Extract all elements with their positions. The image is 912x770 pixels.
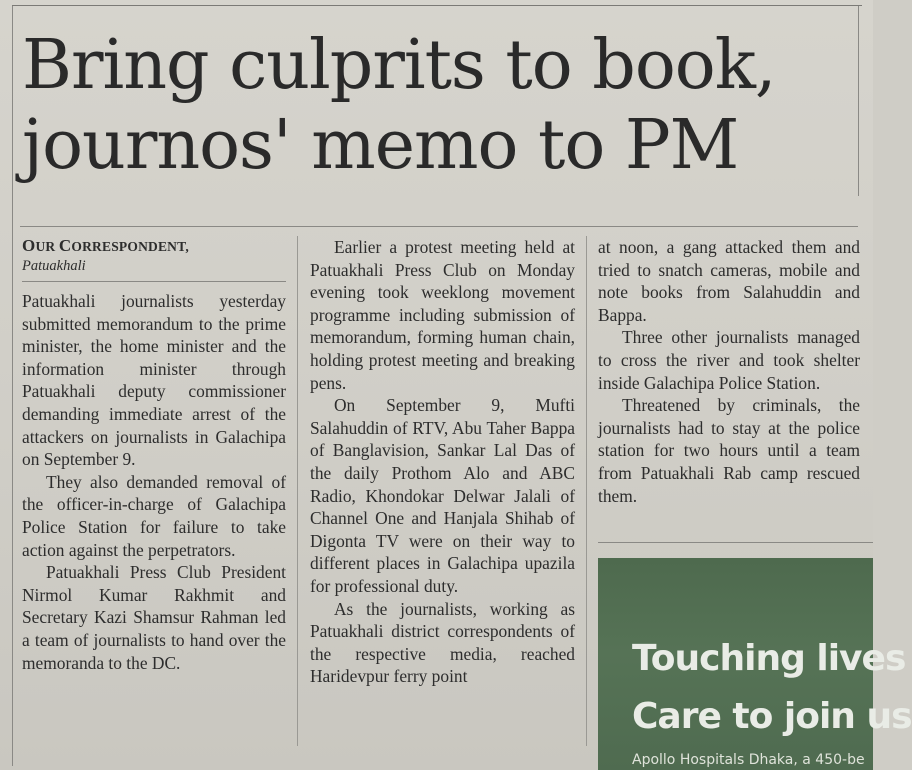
paragraph: Threatened by criminals, the journalists had to stay at the police station for two hours until a team from Patuakhali Rab camp rescued them. [598, 395, 860, 506]
ad-headline-2: Care to join us [632, 696, 912, 737]
ad-headline-1: Touching lives [632, 638, 906, 679]
advertisement [598, 558, 912, 770]
headline [22, 26, 872, 186]
paragraph: Patuakhali journalists yesterday submitted memorandum to the prime minister, the home minister and the information minister through Patuakhali deputy commissioner demanding immediate arrest of the attackers on journalists in Galachipa on September 9. [22, 291, 286, 470]
article-column-3 [598, 236, 860, 507]
headline-rule [20, 226, 858, 227]
dateline: Patuakhali [22, 258, 86, 274]
headline-line-1: Bring culprits to book, [22, 26, 776, 105]
left-rule [12, 6, 13, 766]
advertisement-rule [598, 542, 873, 543]
byline: OUR CORRESPONDENT, [22, 236, 189, 255]
article-column-2 [310, 236, 575, 688]
ad-body-text: Apollo Hospitals Dhaka, a 450-be [632, 752, 865, 768]
paragraph: On September 9, Mufti Salahuddin of RTV, Abu Taher Bappa of Banglavision, Sankar Lal Das of the daily Prothom Alo and ABC Radio, Khondokar Delwar Jalali of Channel One and Hanjala Shihab of Digonta TV were on their way to different places in Galachipa upazila for professional duty. [310, 395, 575, 596]
headline-line-2: journos' memo to PM [22, 106, 739, 185]
paragraph: They also demanded removal of the officer-in-charge of Galachipa Police Station for failure to take action against the perpetrators. [22, 471, 286, 560]
byline-rule [22, 281, 286, 282]
top-rule [12, 5, 862, 6]
column-divider [586, 236, 587, 746]
paragraph: Three other journalists managed to cross the river and took shelter inside Galachipa Police Station. [598, 327, 860, 393]
paragraph: Patuakhali Press Club President Nirmol Kumar Rakhmit and Secretary Kazi Shamsur Rahman led a team of journalists to hand over the memoranda to the DC. [22, 562, 286, 673]
article-column-1 [22, 236, 286, 674]
paragraph: As the journalists, working as Patuakhali district correspondents of the respective media, reached Haridevpur ferry point [310, 598, 575, 687]
paragraph: at noon, a gang attacked them and tried to snatch cameras, mobile and note books from Salahuddin and Bappa. [598, 237, 860, 325]
column-divider [297, 236, 298, 746]
paragraph: Earlier a protest meeting held at Patuakhali Press Club on Monday evening took weeklong movement programme including submission of memorandum, forming human chain, holding protest meeting and breaking pens. [310, 237, 575, 393]
